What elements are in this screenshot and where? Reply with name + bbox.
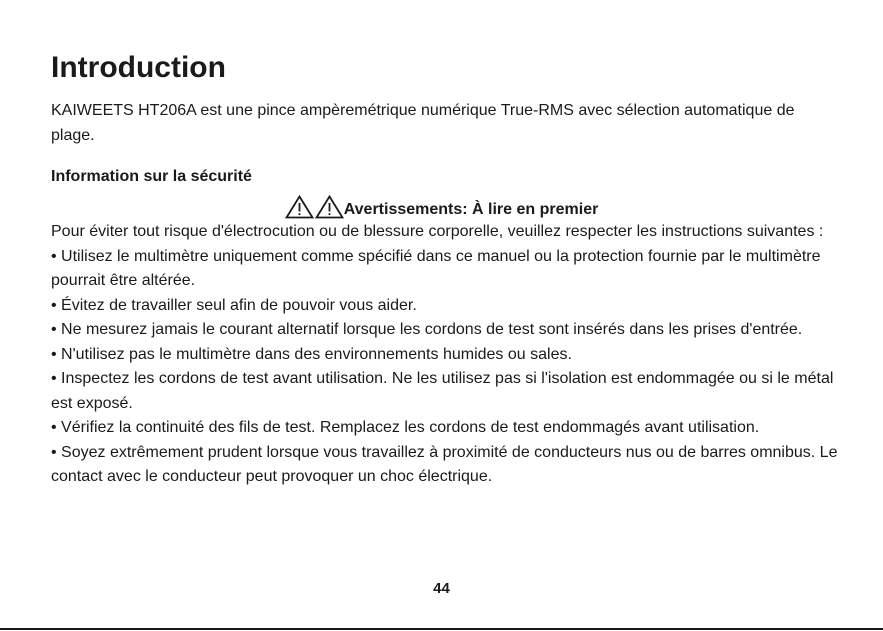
- intro-paragraph: KAIWEETS HT206A est une pince ampèremétrique numérique True-RMS avec sélection automatique de plage.: [51, 102, 795, 144]
- list-item: • Évitez de travailler seul afin de pouvoir vous aider.: [51, 296, 417, 314]
- list-item: • Utilisez le multimètre uniquement comme spécifié dans ce manuel ou la protection fournie par le multimètre pourrait être altérée.: [51, 247, 821, 289]
- lead-paragraph: Pour éviter tout risque d'électrocution ou de blessure corporelle, veuillez respecter les instructions suivantes :: [51, 223, 824, 240]
- list-item: • N'utilisez pas le multimètre dans des environnements humides ou sales.: [51, 345, 572, 363]
- warning-heading: [0, 195, 883, 222]
- page-bottom-divider: [0, 628, 883, 630]
- page-number: 44: [433, 580, 450, 597]
- safety-section-heading: Information sur la sécurité: [51, 168, 252, 185]
- warning-triangle-icon: [285, 195, 314, 219]
- list-item: • Inspectez les cordons de test avant utilisation. Ne les utilisez pas si l'isolation est endommagée ou si le métal est exposé.: [51, 370, 834, 412]
- warning-heading-text: Avertissements: À lire en premier: [343, 201, 599, 218]
- list-item: • Ne mesurez jamais le courant alternatif lorsque les cordons de test sont insérés dans les prises d'entrée.: [51, 321, 803, 338]
- list-item: • Soyez extrêmement prudent lorsque vous travaillez à proximité de conducteurs nus ou de barres omnibus. Le contact avec le conducteur peut provoquer un choc électrique.: [51, 443, 838, 485]
- safety-instructions: [51, 220, 841, 490]
- list-item: • Vérifiez la continuité des fils de test. Remplacez les cordons de test endommagés avant utilisation.: [51, 419, 760, 436]
- page-title: Introduction: [51, 51, 226, 84]
- warning-triangle-icon: [315, 195, 344, 219]
